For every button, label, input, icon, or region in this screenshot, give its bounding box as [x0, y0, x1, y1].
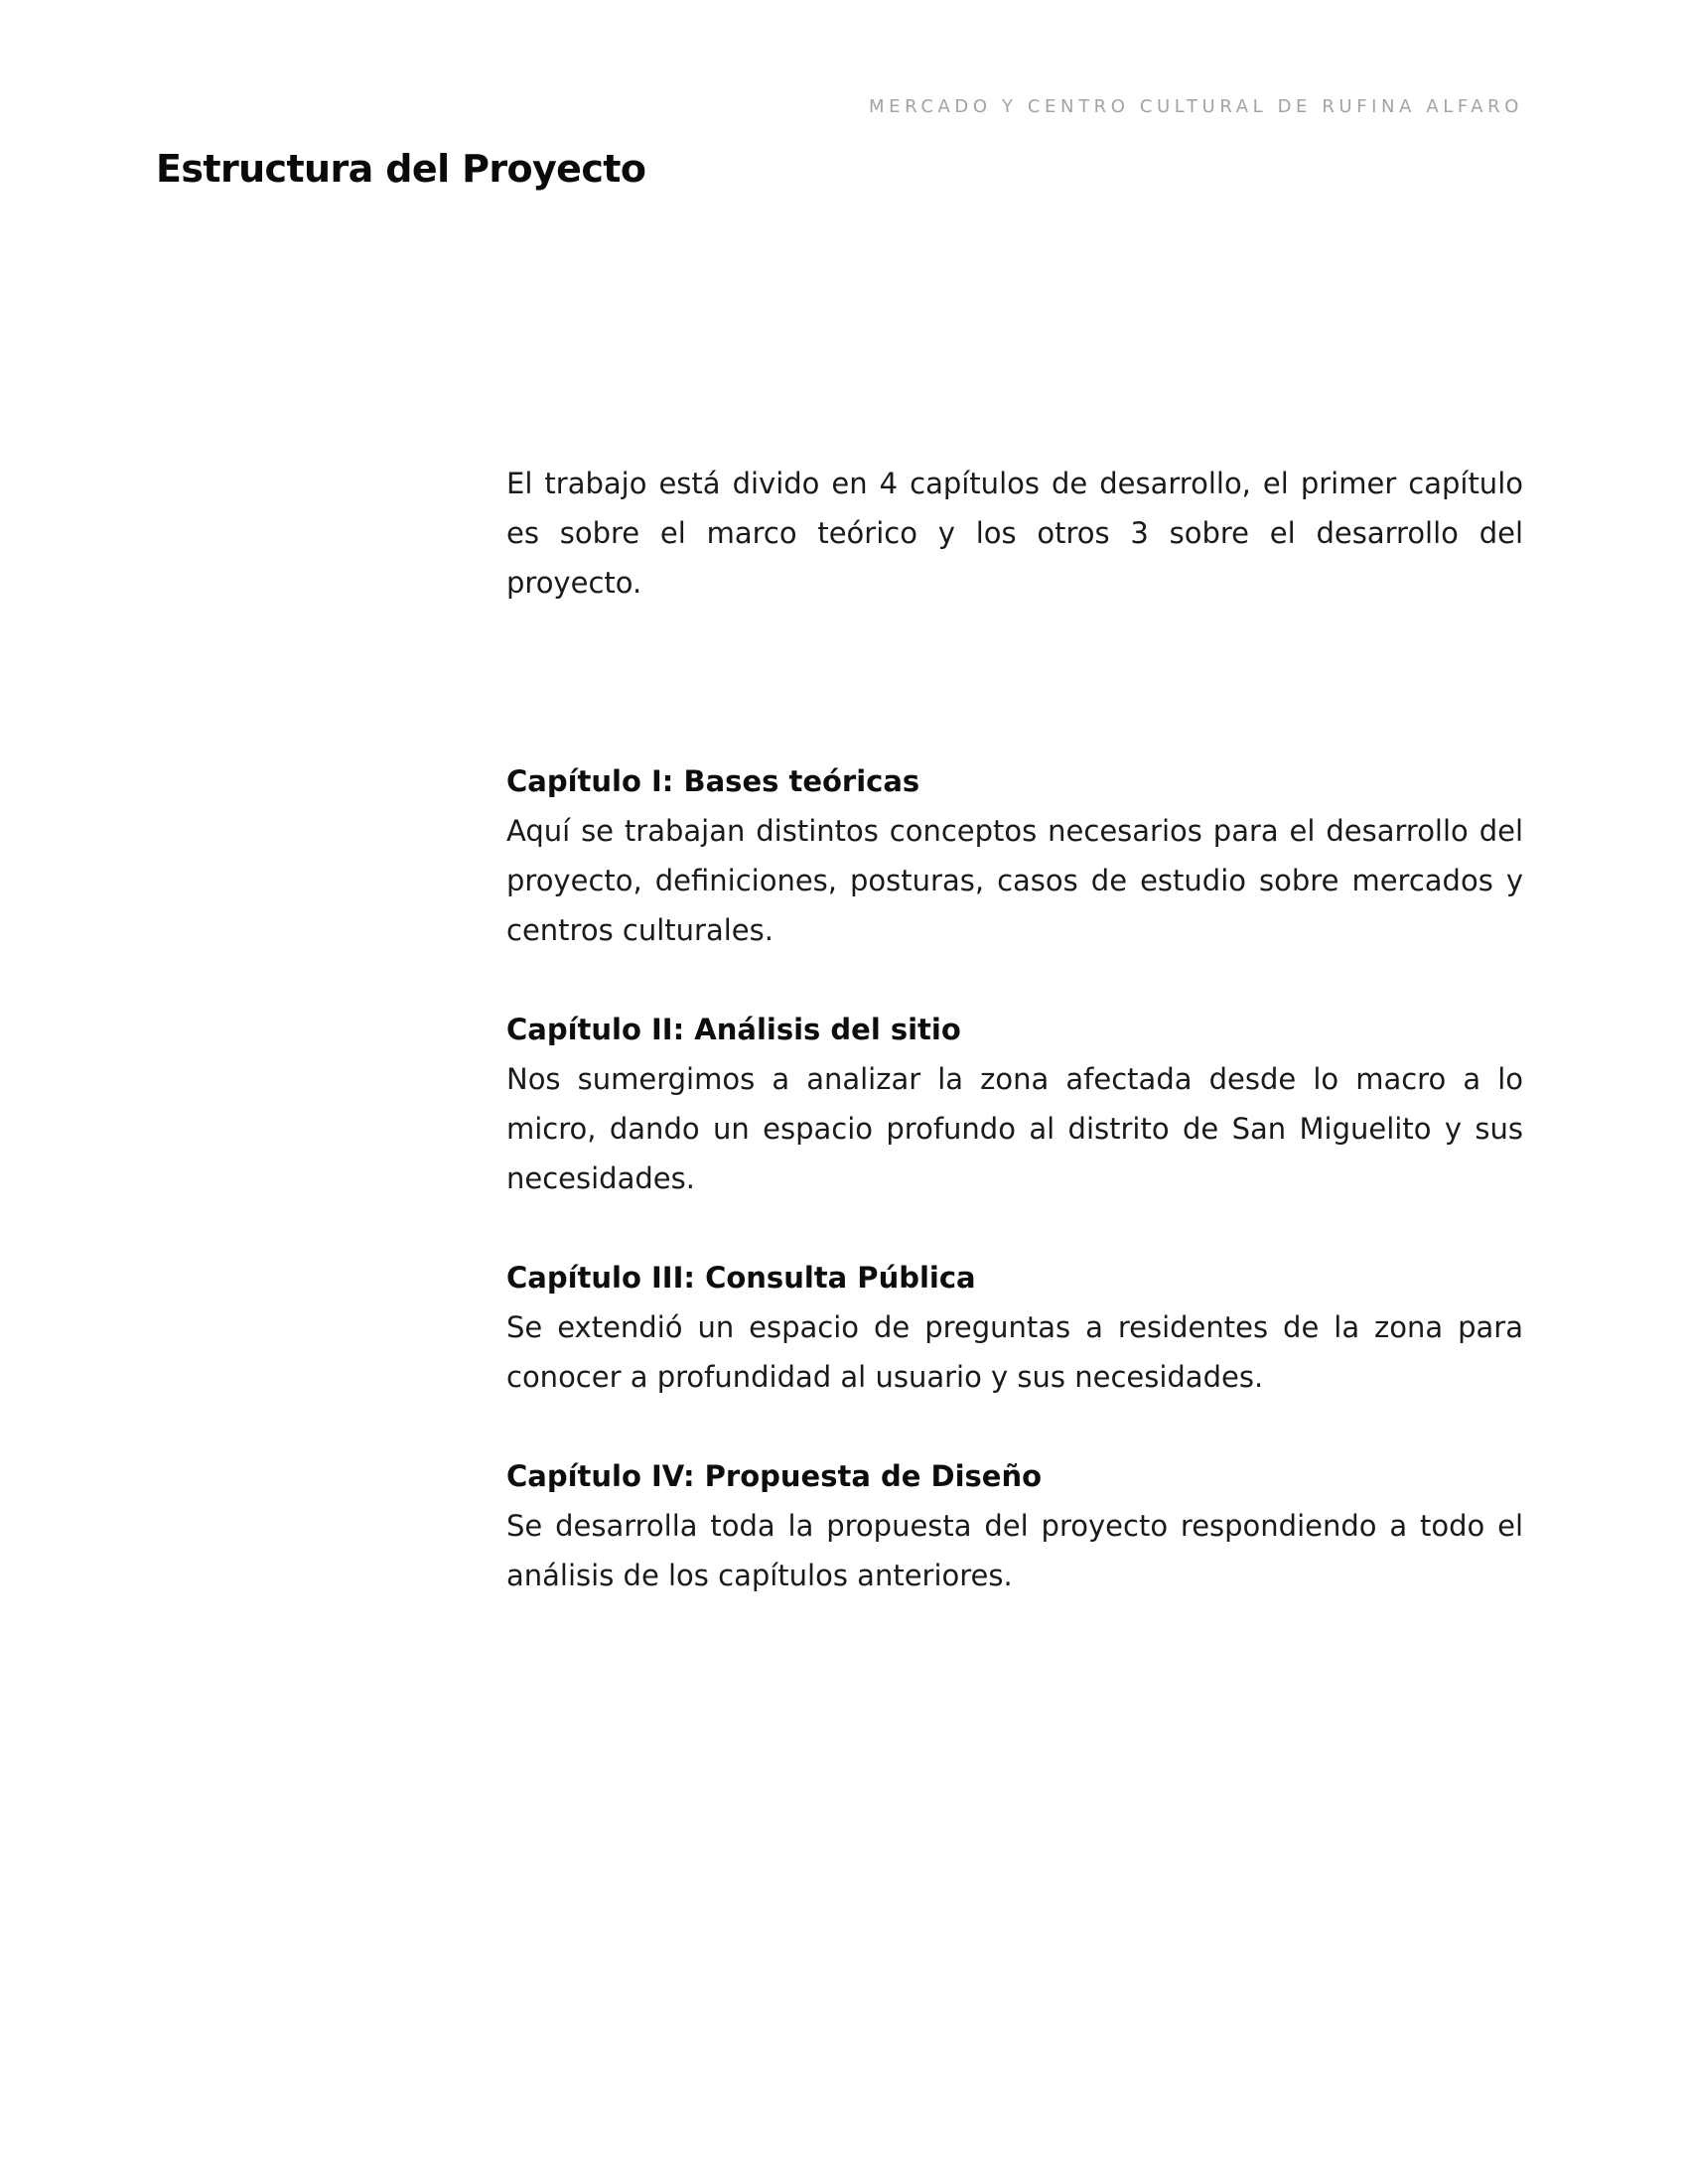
chapter-description: Se extendió un espacio de preguntas a residentes de la zona para conocer a profundidad al usuario y sus necesidades. [506, 1310, 1523, 1394]
chapter-section-4 [506, 1451, 1523, 1600]
chapter-heading: Capítulo III: Consulta Pública [506, 1261, 976, 1295]
page-title: Estructura del Proyecto [156, 147, 646, 191]
intro-paragraph: El trabajo está divido en 4 capítulos de desarrollo, el primer capítulo es sobre el marco teórico y los otros 3 sobre el desarrollo del proyecto. [506, 467, 1523, 600]
chapter-section-2 [506, 1005, 1523, 1203]
chapter-description: Aquí se trabajan distintos conceptos necesarios para el desarrollo del proyecto, definiciones, posturas, casos de estudio sobre mercados y centros culturales. [506, 814, 1523, 947]
chapter-section-3 [506, 1253, 1523, 1402]
chapter-heading: Capítulo II: Análisis del sitio [506, 1013, 961, 1046]
chapter-heading: Capítulo I: Bases teóricas [506, 764, 920, 798]
chapter-section-1 [506, 756, 1523, 955]
chapter-description: Nos sumergimos a analizar la zona afectada desde lo macro a lo micro, dando un espacio profundo al distrito de San Miguelito y sus necesidades. [506, 1062, 1523, 1195]
main-content [506, 459, 1523, 1600]
chapter-heading: Capítulo IV: Propuesta de Diseño [506, 1459, 1043, 1493]
chapter-description: Se desarrolla toda la propuesta del proyecto respondiendo a todo el análisis de los capítulos anteriores. [506, 1509, 1523, 1592]
running-header: MERCADO Y CENTRO CULTURAL DE RUFINA ALFARO [869, 96, 1523, 117]
